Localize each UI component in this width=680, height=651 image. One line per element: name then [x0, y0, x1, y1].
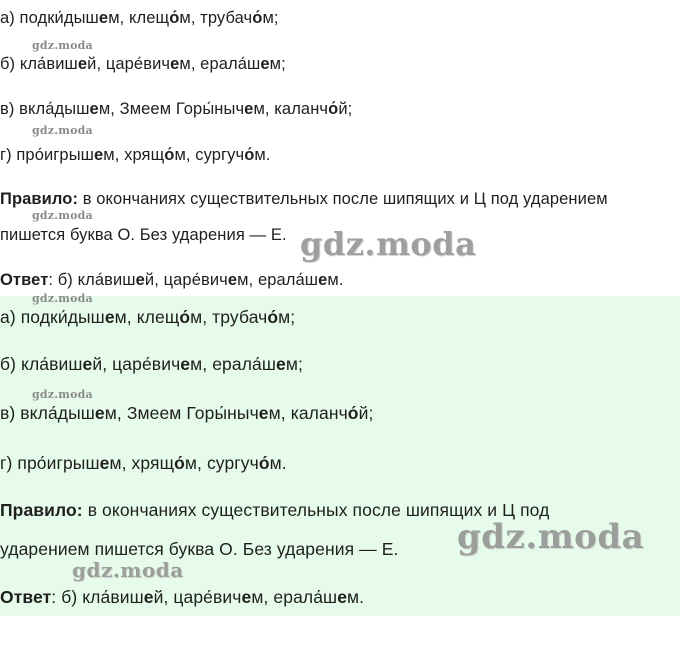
- answer-line: [0, 271, 344, 290]
- watermark-large-3: gdz.moda: [72, 558, 184, 582]
- watermark-small-1: gdz.moda: [32, 39, 93, 52]
- item-v: [0, 100, 352, 119]
- rule-text-bottom: в окончаниях существительных после шипящих и Ц под: [82, 500, 550, 520]
- watermark-small-4: gdz.moda: [32, 292, 93, 305]
- rule-line-2-bottom: [0, 539, 398, 560]
- item-b: [0, 55, 286, 74]
- watermark-large-2: gdz.moda: [457, 517, 645, 557]
- item-a-text: а) подки́дышем, клещо́м, трубачо́м;: [0, 9, 279, 27]
- answer-line-bottom: [0, 587, 364, 608]
- rule-text-2-bottom: ударением пишется буква О. Без ударения — Е.: [0, 539, 399, 559]
- item-a-bottom: [0, 307, 295, 328]
- item-g-bottom: [0, 453, 287, 474]
- rule-text: в окончаниях существительных после шипящих и Ц под ударением: [78, 190, 608, 208]
- item-b-text: б) кла́вишей, царе́вичем, ерала́шем;: [0, 55, 286, 73]
- item-v-bottom: [0, 403, 373, 424]
- item-g-text: г) про́игрышем, хрящо́м, сургучо́м.: [0, 146, 271, 164]
- rule-line-1: [0, 190, 608, 209]
- rule-text-2: пишется буква О. Без ударения — Е.: [0, 226, 287, 244]
- rule-label-bottom: Правило:: [0, 500, 83, 520]
- watermark-small-2: gdz.moda: [32, 124, 93, 137]
- item-a-bottom-text: а) подки́дышем, клещо́м, трубачо́м;: [0, 307, 296, 327]
- item-v-text: в) вкла́дышем, Змеем Горы́нычем, каланчо́й;: [0, 100, 353, 118]
- item-b-bottom-text: б) кла́вишей, царе́вичем, ерала́шем;: [0, 354, 303, 374]
- item-b-bottom: [0, 354, 303, 375]
- answer-label: Ответ: [0, 271, 49, 289]
- rule-label: Правило:: [0, 190, 79, 208]
- watermark-large-1: gdz.moda: [300, 225, 477, 263]
- watermark-small-3: gdz.moda: [32, 209, 93, 222]
- item-g-bottom-text: г) про́игрышем, хрящо́м, сургучо́м.: [0, 453, 287, 473]
- watermark-small-5: gdz.moda: [32, 388, 93, 401]
- item-g: [0, 146, 271, 165]
- rule-line-2: [0, 226, 287, 245]
- item-v-bottom-text: в) вкла́дышем, Змеем Горы́нычем, каланчо́й;: [0, 403, 374, 423]
- answer-label-bottom: Ответ: [0, 587, 52, 607]
- answer-text-bottom: : б) кла́вишей, царе́вичем, ерала́шем.: [51, 587, 365, 607]
- answer-text: : б) кла́вишей, царе́вичем, ерала́шем.: [48, 271, 344, 289]
- item-a: [0, 9, 279, 28]
